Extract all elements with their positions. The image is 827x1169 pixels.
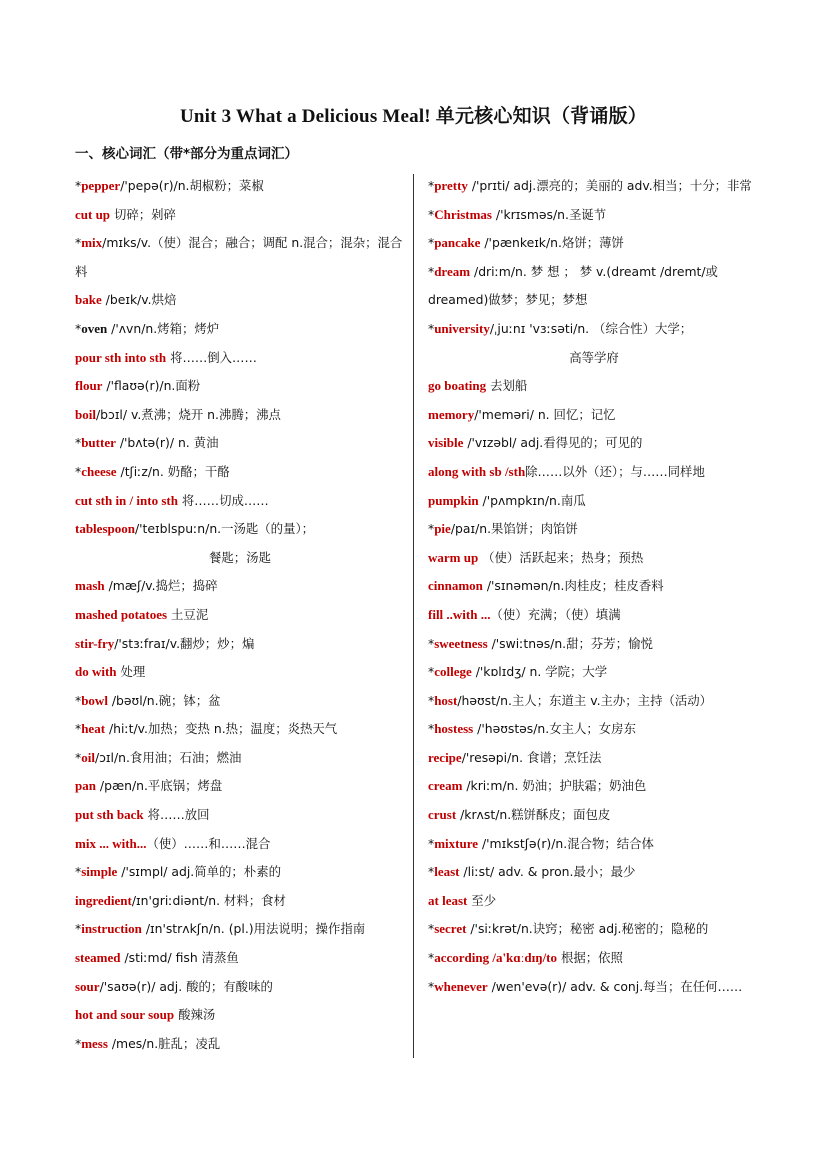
vocab-word: oven	[81, 320, 108, 336]
vocab-word: do with	[75, 664, 117, 680]
vocab-entry	[75, 1030, 405, 1059]
vocab-entry	[428, 258, 760, 315]
vocab-entry	[75, 515, 405, 572]
vocab-entry	[75, 286, 405, 315]
key-word-star: *	[428, 921, 435, 937]
vocab-entry	[428, 572, 760, 601]
vocab-definition: 将……切成……	[177, 492, 269, 508]
key-word-star: *	[75, 178, 82, 193]
vocab-definition: /'ʌvn/n.烤箱；烤炉	[107, 320, 220, 336]
vocab-definition: /pæn/n.平底锅；烤盘	[95, 778, 223, 794]
vocab-entry	[428, 858, 760, 887]
vocab-word: visible	[428, 435, 464, 451]
vocab-entry	[75, 315, 405, 344]
key-word-star: *	[428, 235, 435, 251]
vocab-entry	[75, 172, 405, 201]
key-word-star: *	[428, 178, 435, 193]
vocab-definition: /həʊst/n.主人；东道主 v.主办；主持（活动）	[457, 692, 713, 708]
vocab-definition: /ɪn'griːdiənt/n. 材料；食材	[131, 892, 286, 908]
vocab-definition: /'pepə(r)/n.胡椒粉；菜椒	[120, 178, 264, 193]
vocab-entry	[75, 858, 405, 887]
key-word-star: *	[428, 635, 435, 651]
vocab-definition: /'vɪzəbl/ adj.看得见的；可见的	[463, 435, 643, 451]
vocab-definition: /'meməri/ n. 回忆；记忆	[474, 406, 616, 422]
vocab-word: heat	[81, 721, 106, 737]
vocab-definition: /ɪn'strʌkʃn/n. (pl.)用法说明；操作指南	[141, 921, 366, 937]
vocab-word: warm up	[428, 549, 479, 565]
key-word-star: *	[75, 1035, 82, 1051]
vocab-entry	[75, 601, 405, 630]
vocab-entry	[428, 973, 760, 1002]
vocab-word: memory	[428, 406, 475, 422]
vocab-word: hostess	[434, 721, 474, 737]
key-word-star: *	[428, 320, 435, 336]
vocab-word: bowl	[81, 692, 108, 708]
vocab-definition: 酸辣汤	[174, 1007, 216, 1023]
vocab-word: pie	[434, 521, 451, 537]
key-word-star: *	[428, 950, 435, 966]
vocab-entry	[75, 772, 405, 801]
vocab-definition: /ɔɪl/n.食用油；石油；燃油	[94, 749, 242, 765]
vocab-definition: /'prɪti/ adj.漂亮的；美丽的 adv.相当；十分；非常	[467, 178, 752, 193]
vocab-word: mixture	[434, 835, 479, 851]
vocab-entry	[428, 458, 760, 487]
vocab-definition: /kriːm/n. 奶油；护肤霜；奶油色	[462, 778, 647, 794]
key-word-star: *	[428, 263, 435, 279]
vocab-word: pan	[75, 778, 96, 794]
vocab-entry	[75, 630, 405, 659]
key-word-star: *	[75, 921, 82, 937]
vocab-word: put sth back	[75, 807, 144, 823]
key-word-star: *	[428, 864, 435, 880]
vocab-entry	[428, 887, 760, 916]
vocab-definition: /'pænkeɪk/n.烙饼；薄饼	[480, 235, 624, 251]
vocab-word: sweetness	[434, 635, 488, 651]
vocab-entry	[75, 715, 405, 744]
vocab-word: cinnamon	[428, 578, 483, 594]
vocab-definition: 将……放回	[143, 807, 210, 823]
vocab-definition: /'stɜːfraɪ/v.翻炒；炒；煸	[114, 635, 255, 651]
vocab-word: steamed	[75, 950, 121, 966]
vocab-definition: /mɪks/v.（使）混合；融合；调配 n.混合；混杂；混合料	[75, 235, 403, 279]
vocab-entry	[428, 544, 760, 573]
left-vocab-column	[75, 172, 405, 1058]
vocab-word: secret	[434, 921, 467, 937]
vocab-word: cut sth in / into sth	[75, 492, 178, 508]
vocab-definition: （使）充满；（使）填满	[490, 606, 621, 622]
vocab-entry	[428, 315, 760, 372]
vocab-definition: /tʃiːz/n. 奶酪；干酪	[116, 463, 230, 479]
vocab-entry	[428, 830, 760, 859]
key-word-star: *	[75, 864, 82, 880]
key-word-star: *	[75, 435, 82, 451]
vocab-definition: /beɪk/v.烘焙	[101, 292, 177, 308]
vocab-word: whenever	[434, 978, 488, 994]
vocab-definition: /ˌjuːnɪ 'vɜːsəti/n. （综合性）大学；	[489, 320, 693, 336]
vocab-entry	[75, 229, 405, 286]
vocab-definition: /paɪ/n.果馅饼；肉馅饼	[450, 521, 578, 537]
vocab-entry	[428, 687, 760, 716]
vocab-definition: /'sɪnəmən/n.肉桂皮；桂皮香料	[482, 578, 664, 594]
vocab-definition: /stiːmd/ fish 清蒸鱼	[120, 950, 239, 966]
vocab-entry	[428, 201, 760, 230]
vocab-word: cream	[428, 778, 463, 794]
vocab-word: mix	[81, 235, 103, 251]
vocab-word: boil	[75, 406, 96, 422]
vocab-definition: /'həʊstəs/n.女主人；女房东	[473, 721, 636, 737]
vocab-word: crust	[428, 807, 457, 823]
vocab-definition: /'resəpi/n. 食谱；烹饪法	[461, 749, 602, 765]
vocab-definition: /'flaʊə(r)/n.面粉	[102, 378, 201, 394]
vocab-entry	[428, 915, 760, 944]
vocab-definition: /bəʊl/n.碗；钵；盆	[107, 692, 221, 708]
vocab-entry	[75, 944, 405, 973]
vocab-definition: 至少	[467, 892, 497, 908]
vocab-word: university	[434, 320, 490, 336]
vocab-entry	[428, 372, 760, 401]
vocab-definition: /'mɪkstʃə(r)/n.混合物；结合体	[478, 835, 654, 851]
vocab-entry	[428, 487, 760, 516]
vocab-entry	[428, 515, 760, 544]
key-word-star: *	[75, 320, 82, 336]
vocab-word: dream	[434, 263, 471, 279]
vocab-word: simple	[81, 864, 118, 880]
vocab-entry	[428, 944, 760, 973]
column-divider	[413, 174, 414, 1058]
vocab-definition: （使）活跃起来；热身；预热	[478, 549, 644, 565]
vocab-entry	[75, 372, 405, 401]
key-word-star: *	[75, 749, 82, 765]
vocab-definition: /hiːt/v.加热；变热 n.热；温度；炎热天气	[105, 721, 338, 737]
vocab-definition: /'swiːtnəs/n.甜；芬芳；愉悦	[487, 635, 653, 651]
vocab-entry	[428, 172, 760, 201]
vocab-definition: /'bʌtə(r)/ n. 黄油	[115, 435, 219, 451]
key-word-star: *	[428, 664, 435, 680]
vocab-definition: /'saʊə(r)/ adj. 酸的；有酸味的	[99, 978, 273, 994]
vocab-entry	[428, 630, 760, 659]
vocab-word: at least	[428, 892, 468, 908]
vocab-definition: /'siːkrət/n.诀窍；秘密 adj.秘密的；隐秘的	[466, 921, 709, 937]
vocab-definition: 土豆泥	[167, 606, 209, 622]
vocab-definition-continued: 高等学府	[569, 349, 619, 365]
vocab-definition: /wen'evə(r)/ adv. & conj.每当；在任何……	[487, 978, 743, 994]
vocab-entry	[75, 687, 405, 716]
vocab-entry	[75, 744, 405, 773]
vocab-word: according /a'kɑːdɪŋ/to	[434, 950, 558, 966]
vocab-entry	[75, 887, 405, 916]
vocab-definition: 处理	[116, 664, 146, 680]
vocab-entry	[75, 658, 405, 687]
vocab-word: go boating	[428, 378, 487, 394]
key-word-star: *	[75, 235, 82, 251]
vocab-word: stir-fry	[75, 635, 115, 651]
vocab-entry	[428, 715, 760, 744]
key-word-star: *	[75, 692, 82, 708]
vocab-word: pepper	[81, 178, 121, 193]
vocab-definition: 去划船	[486, 378, 528, 394]
vocab-entry	[428, 658, 760, 687]
vocab-word: pancake	[434, 235, 481, 251]
vocab-entry	[75, 830, 405, 859]
vocab-definition-continued: 餐匙；汤匙	[209, 549, 271, 565]
vocab-word: cut up	[75, 206, 111, 222]
vocab-entry	[75, 344, 405, 373]
vocab-word: pretty	[434, 178, 468, 193]
vocab-definition: /'pʌmpkɪn/n.南瓜	[478, 492, 586, 508]
vocab-word: butter	[81, 435, 116, 451]
vocab-word: bake	[75, 292, 102, 308]
vocab-word: host	[434, 692, 458, 708]
key-word-star: *	[428, 835, 435, 851]
vocab-word: along with sb /sth	[428, 463, 526, 479]
vocab-word: ingredient	[75, 892, 132, 908]
key-word-star: *	[428, 978, 435, 994]
vocab-entry	[428, 429, 760, 458]
vocab-definition: 根据；依照	[557, 950, 623, 966]
vocab-word: sour	[75, 978, 100, 994]
key-word-star: *	[428, 206, 435, 222]
vocab-entry	[75, 801, 405, 830]
vocab-word: flour	[75, 378, 103, 394]
vocab-word: mess	[81, 1035, 108, 1051]
vocab-definition: /'teɪblspuːn/n.一汤匙（的量）；	[134, 521, 315, 537]
vocab-word: mix ... with...	[75, 835, 147, 851]
vocab-word: least	[434, 864, 460, 880]
key-word-star: *	[428, 721, 435, 737]
vocab-entry	[428, 601, 760, 630]
vocab-entry	[75, 201, 405, 230]
vocab-word: Christmas	[434, 206, 492, 222]
vocab-word: tablespoon	[75, 521, 135, 537]
vocab-definition: /driːm/n. 梦 想 ； 梦 v.(dreamt /dremt/或 dreamed)做梦；梦见；梦想	[428, 263, 718, 308]
vocab-definition: /'kɒlɪdʒ/ n. 学院；大学	[471, 664, 608, 680]
vocab-entry	[428, 772, 760, 801]
vocab-entry	[75, 458, 405, 487]
vocab-definition: 除……以外（还）；与……同样地	[525, 463, 705, 479]
vocab-definition: /liːst/ adv. & pron.最小；最少	[459, 864, 636, 880]
vocab-entry	[428, 229, 760, 258]
vocab-definition: /krʌst/n.糕饼酥皮；面包皮	[456, 807, 611, 823]
vocab-entry	[75, 1001, 405, 1030]
vocab-definition: /'sɪmpl/ adj.简单的；朴素的	[117, 864, 281, 880]
vocab-word: instruction	[81, 921, 142, 937]
vocab-word: fill ..with ...	[428, 606, 491, 622]
vocab-word: oil	[81, 749, 95, 765]
page-title: Unit 3 What a Delicious Meal! 单元核心知识（背诵版）	[179, 106, 647, 127]
key-word-star: *	[75, 721, 82, 737]
vocab-entry	[75, 401, 405, 430]
vocab-word: college	[434, 664, 472, 680]
vocab-definition: （使）……和……混合	[146, 835, 271, 851]
vocab-word: recipe	[428, 749, 462, 765]
key-word-star: *	[428, 521, 435, 537]
vocab-word: mashed potatoes	[75, 606, 168, 622]
vocab-word: pour sth into sth	[75, 349, 167, 365]
vocab-definition: /mæʃ/v.捣烂；捣碎	[104, 578, 218, 594]
vocab-entry	[75, 915, 405, 944]
vocab-definition: 切碎；剁碎	[110, 206, 176, 222]
vocab-definition: /bɔɪl/ v.煮沸；烧开 n.沸腾；沸点	[95, 406, 281, 422]
vocab-entry	[428, 801, 760, 830]
vocab-entry	[428, 744, 760, 773]
key-word-star: *	[428, 692, 435, 708]
vocab-entry	[428, 401, 760, 430]
vocab-entry	[75, 973, 405, 1002]
vocab-definition: /'krɪsməs/n.圣诞节	[491, 206, 607, 222]
section-heading: 一、核心词汇（带*部分为重点词汇）	[75, 146, 299, 162]
vocab-entry	[75, 429, 405, 458]
vocab-definition: /mes/n.脏乱；凌乱	[107, 1035, 221, 1051]
vocab-entry	[75, 572, 405, 601]
right-vocab-column	[428, 172, 760, 1001]
vocab-word: cheese	[81, 463, 117, 479]
vocab-entry	[75, 487, 405, 516]
vocab-definition: 将……倒入……	[166, 349, 257, 365]
key-word-star: *	[75, 463, 82, 479]
vocab-word: mash	[75, 578, 105, 594]
vocab-word: hot and sour soup	[75, 1007, 175, 1023]
vocab-word: pumpkin	[428, 492, 479, 508]
